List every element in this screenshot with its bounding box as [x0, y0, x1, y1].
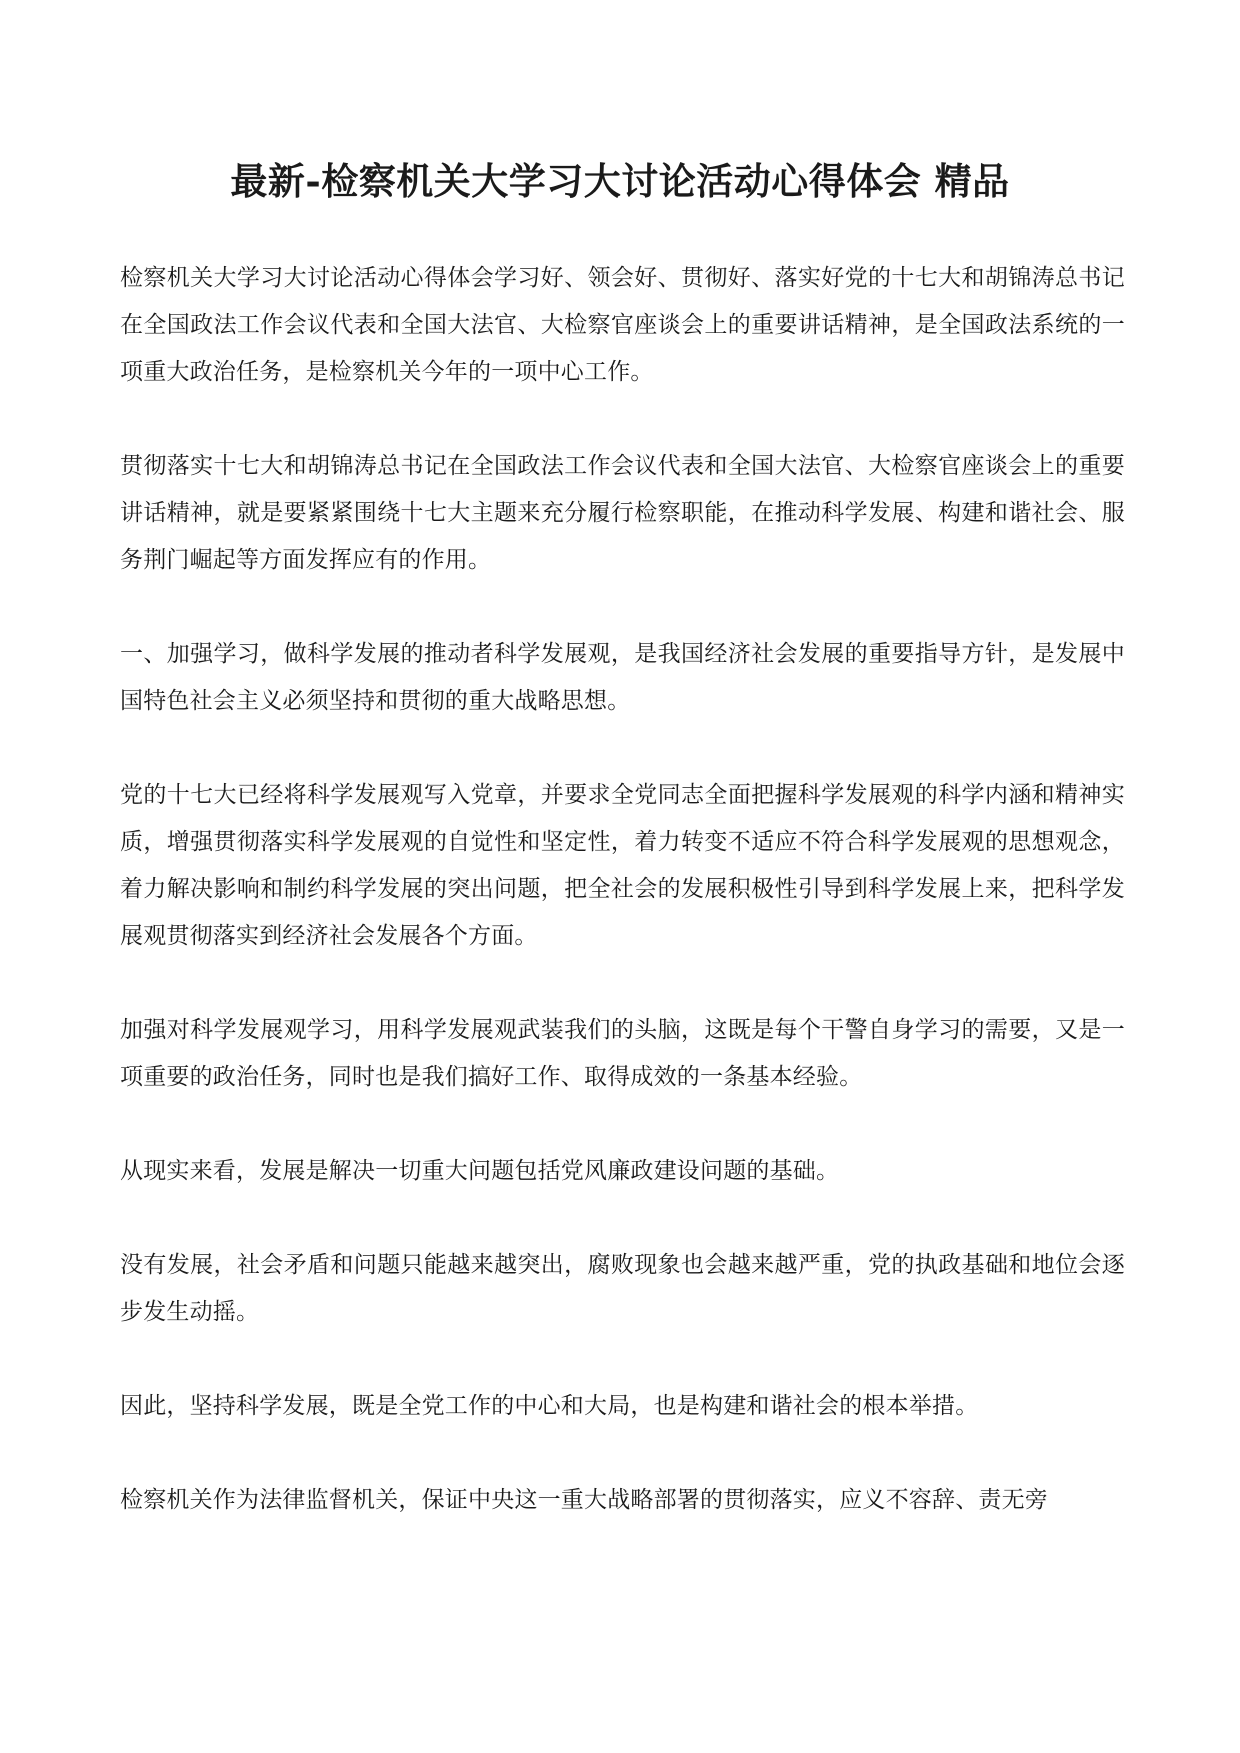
paragraph-1: 检察机关大学习大讨论活动心得体会学习好、领会好、贯彻好、落实好党的十七大和胡锦涛总书记在全国政法工作会议代表和全国大法官、大检察官座谈会上的重要讲话精神，是全国政法系统的一项重大政治任务，是检察机关今年的一项中心工作。 [120, 265, 1125, 385]
paragraph-5: 加强对科学发展观学习，用科学发展观武装我们的头脑，这既是每个干警自身学习的需要，又是一项重要的政治任务，同时也是我们搞好工作、取得成效的一条基本经验。 [120, 1017, 1125, 1090]
paragraph-4: 党的十七大已经将科学发展观写入党章，并要求全党同志全面把握科学发展观的科学内涵和精神实质，增强贯彻落实科学发展观的自觉性和坚定性，着力转变不适应不符合科学发展观的思想观念，着力解决影响和制约科学发展的突出问题，把全社会的发展积极性引导到科学发展上来，把科学发展观贯彻落实到经济社会发展各个方面。 [120, 782, 1125, 949]
paragraph-6: 从现实来看，发展是解决一切重大问题包括党风廉政建设问题的基础。 [120, 1158, 840, 1184]
paragraph-2: 贯彻落实十七大和胡锦涛总书记在全国政法工作会议代表和全国大法官、大检察官座谈会上的重要讲话精神，就是要紧紧围绕十七大主题来充分履行检察职能，在推动科学发展、构建和谐社会、服务荆门崛起等方面发挥应有的作用。 [120, 453, 1125, 573]
paragraph-9: 检察机关作为法律监督机关，保证中央这一重大战略部署的贯彻落实，应义不容辞、责无旁 [120, 1487, 1048, 1513]
paragraph-7: 没有发展，社会矛盾和问题只能越来越突出，腐败现象也会越来越严重，党的执政基础和地位会逐步发生动摇。 [120, 1252, 1125, 1325]
document-body [120, 255, 1125, 1571]
paragraph-3: 一、加强学习，做科学发展的推动者科学发展观，是我国经济社会发展的重要指导方针，是发展中国特色社会主义必须坚持和贯彻的重大战略思想。 [120, 641, 1125, 714]
paragraph-8: 因此，坚持科学发展，既是全党工作的中心和大局，也是构建和谐社会的根本举措。 [120, 1393, 979, 1419]
document-title: 最新-检察机关大学习大讨论活动心得体会 精品 [230, 159, 1010, 203]
